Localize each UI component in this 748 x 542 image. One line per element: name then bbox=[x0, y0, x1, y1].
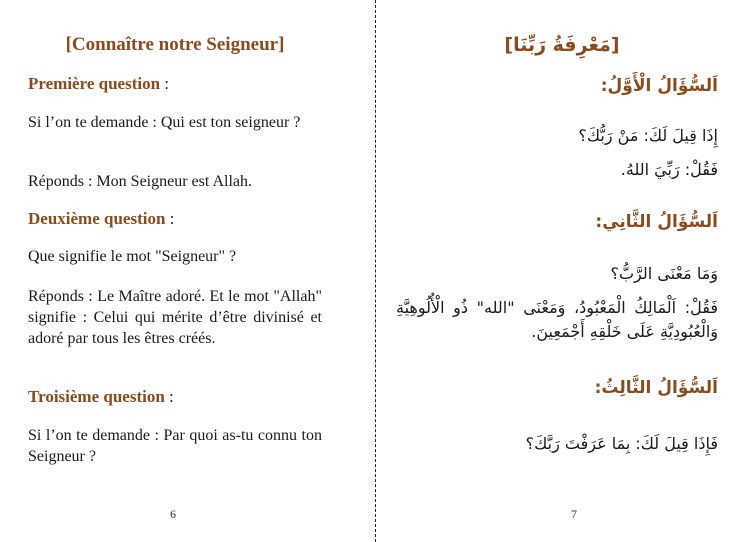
question-heading-2-label: Deuxième question bbox=[28, 209, 166, 228]
question-3-ask-ar: فَإِذَا قِيلَ لَكَ: بِمَا عَرَفْتَ رَبَّكَ؟ bbox=[525, 434, 718, 453]
question-heading-3-label: Troisième question bbox=[28, 387, 165, 406]
question-2-ask-fr: Que signifie le mot "Seigneur" ? bbox=[28, 248, 237, 265]
question-2-answer-ar: فَقُلْ: اَلْمَالِكُ الْمَعْبُودُ، وَمَعْنَى "الله" ذُو الْأُلُوهِيَّةِ وَالْعُبُودِيَّةِ عَلَى خَلْقِهِ أَجْمَعِينَ. bbox=[396, 298, 718, 341]
question-heading-1-fr bbox=[28, 74, 169, 94]
question-heading-2-fr bbox=[28, 209, 174, 229]
question-heading-3-ar: اَلسُّؤَالُ الثَّالِثُ: bbox=[594, 378, 718, 398]
page-title-ar: [مَعْرِفَةُ رَبِّنَا] bbox=[504, 34, 620, 56]
question-heading-1-label: Première question bbox=[28, 74, 161, 93]
question-heading-2-colon: : bbox=[165, 209, 175, 228]
question-1-answer-ar: فَقُلْ: رَبِّيَ اللهُ. bbox=[620, 160, 718, 179]
question-1-answer-fr: Réponds : Mon Seigneur est Allah. bbox=[28, 173, 252, 190]
question-3-ask-fr: Si l’on te demande : Par quoi as-tu connu ton Seigneur ? bbox=[28, 427, 322, 465]
question-1-ask-ar: إِذَا قِيلَ لَكَ: مَنْ رَبُّكَ؟ bbox=[578, 126, 718, 145]
page-title-fr: [Connaître notre Seigneur] bbox=[65, 34, 285, 55]
question-heading-1-colon: : bbox=[160, 74, 170, 93]
right-page bbox=[376, 0, 748, 542]
page-number-left: 6 bbox=[170, 507, 176, 521]
question-heading-2-ar: اَلسُّؤَالُ الثَّانِي: bbox=[595, 212, 718, 232]
question-heading-3-colon: : bbox=[164, 387, 174, 406]
question-2-ask-ar: وَمَا مَعْنَى الرَّبُّ؟ bbox=[610, 264, 718, 283]
page-number-right: 7 bbox=[571, 507, 577, 521]
question-heading-1-ar: اَلسُّؤَالُ الْأَوَّلُ: bbox=[600, 76, 718, 96]
question-1-ask-fr: Si l’on te demande : Qui est ton seigneur ? bbox=[28, 114, 301, 131]
question-heading-3-fr bbox=[28, 387, 174, 407]
question-2-answer-fr: Réponds : Le Maître adoré. Et le mot "Allah" signifie : Celui qui mérite d’être divinisé et adoré par tous les êtres créés. bbox=[28, 288, 322, 347]
